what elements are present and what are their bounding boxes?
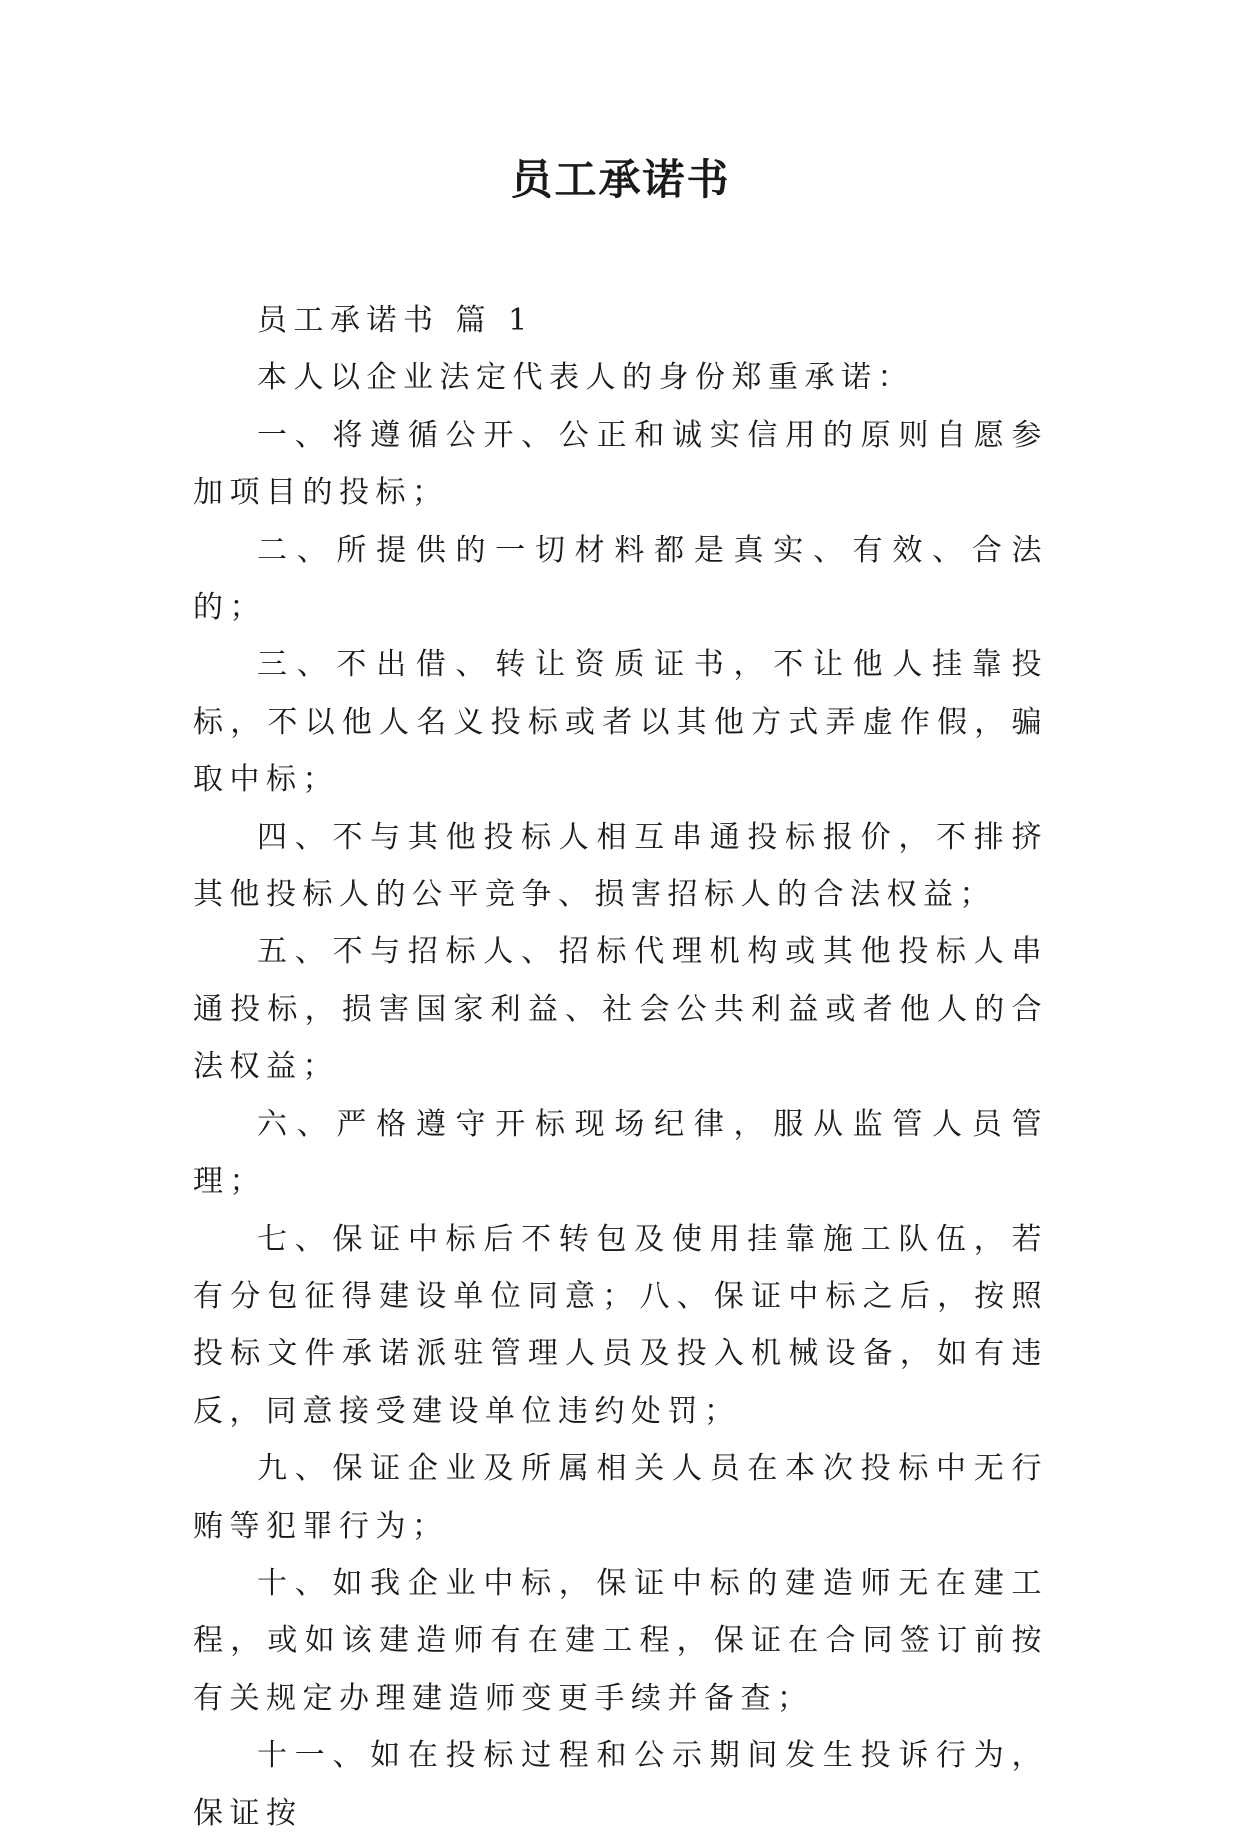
paragraph: 一、将遵循公开、公正和诚实信用的原则自愿参加项目的投标； — [193, 417, 1048, 511]
paragraph: 九、保证企业及所属相关人员在本次投标中无行贿等犯罪行为； — [193, 1451, 1048, 1544]
paragraph: 十一、如在投标过程和公示期间发生投诉行为，保证按 — [193, 1738, 1048, 1831]
document-body — [193, 292, 1048, 1842]
paragraph: 七、保证中标后不转包及使用挂靠施工队伍，若有分包征得建设单位同意；八、保证中标之后，按照投标文件承诺派驻管理人员及投入机械设备，如有违反，同意接受建设单位违约处罚； — [193, 1221, 1048, 1429]
paragraph: 五、不与招标人、招标代理机构或其他投标人串通投标，损害国家利益、社会公共利益或者他人的合法权益； — [193, 934, 1048, 1085]
paragraph: 二、所提供的一切材料都是真实、有效、合法的； — [193, 532, 1048, 626]
paragraph: 四、不与其他投标人相互串通投标报价，不排挤其他投标人的公平竞争、损害招标人的合法权益； — [193, 819, 1048, 913]
paragraph: 六、严格遵守开标现场纪律，服从监管人员管理； — [193, 1106, 1048, 1200]
paragraph: 十、如我企业中标，保证中标的建造师无在建工程，或如该建造师有在建工程，保证在合同签订前按有关规定办理建造师变更手续并备查； — [193, 1565, 1048, 1716]
document-title: 员工承诺书 — [510, 155, 731, 204]
paragraph: 本人以企业法定代表人的身份郑重承诺： — [257, 360, 914, 396]
paragraph-heading: 员工承诺书 篇 1 — [257, 303, 534, 338]
paragraph: 三、不出借、转让资质证书，不让他人挂靠投标，不以他人名义投标或者以其他方式弄虚作假，骗取中标； — [193, 647, 1048, 798]
